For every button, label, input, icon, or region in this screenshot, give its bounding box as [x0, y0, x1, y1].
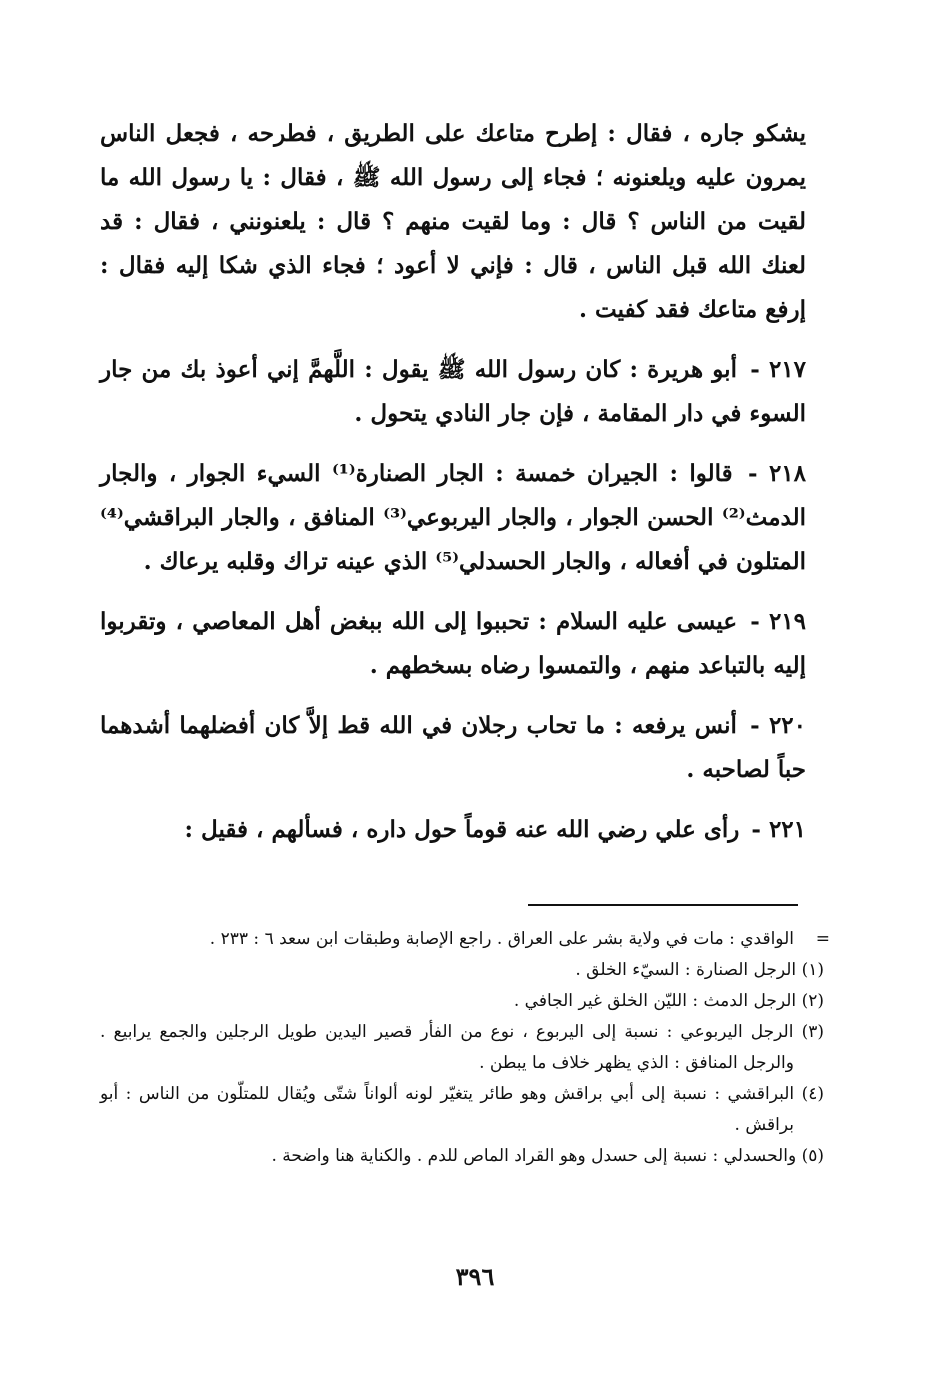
footnotes: [100, 924, 830, 1172]
paragraph-text: يشكو جاره ، فقال : إطرح متاعك على الطريق ، فطرحه ، فجعل الناس يمرون عليه ويلعنونه ؛ فجاء إلى رسول الله ﷺ ، فقال : يا رسول الله ما لقيت من الناس ؟ قال : وما لقيت منهم ؟ قال : يلعنونني ، فقال : قد لعنك الله قبل الناس ، قال : فإني لا أعود ؛ فجاء الذي شكا إليه فقال : إرفع متاعك فقد كفيت .: [100, 120, 806, 323]
footnote-5: [100, 1141, 824, 1172]
footnote-label: (٢): [801, 991, 824, 1011]
footnote-3: [100, 1017, 824, 1079]
paragraph-number: ٢١٩ -: [750, 608, 806, 635]
footnote-divider: [528, 904, 798, 906]
paragraph-218: [100, 452, 806, 584]
footnote-2: [100, 986, 824, 1017]
paragraph-number: ٢١٨ -: [748, 460, 806, 487]
paragraph-text: قالوا : الجيران خمسة : الجار الصنارة⁽¹⁾ السيء الجوار ، والجار الدمث⁽²⁾ الحسن الجوار ، والجار اليربوعي⁽³⁾ المنافق ، والجار البراقشي⁽⁴⁾ المتلون في أفعاله ، والجار الحسدلي⁽⁵⁾ الذي عينه تراك وقلبه يرعاك .: [100, 460, 807, 575]
footnote-label: (٤): [801, 1084, 825, 1104]
paragraph-221: [100, 808, 806, 852]
footnote-text: والحسدلي : نسبة إلى حسدل وهو القراد الماص للدم . والكناية هنا واضحة .: [271, 1146, 797, 1166]
paragraph-text: رأى علي رضي الله عنه قوماً حول داره ، فسألهم ، فقيل :: [184, 816, 740, 843]
footnote-4: [100, 1079, 824, 1141]
paragraph-220: [100, 704, 806, 792]
paragraph-text: عيسى عليه السلام : تحببوا إلى الله ببغض أهل المعاصي ، وتقربوا إليه بالتباعد منهم ، والتمسوا رضاه بسخطهم .: [100, 608, 806, 679]
footnote-text: الواقدي : مات في ولاية بشر على العراق . راجع الإصابة وطبقات ابن سعد ٦ : ٢٣٣ .: [209, 929, 794, 949]
paragraph-number: ٢٢١ -: [751, 816, 806, 843]
paragraph-219: [100, 600, 806, 688]
footnote-label: (١): [801, 960, 824, 980]
footnote-label: (٥): [801, 1146, 824, 1166]
paragraph-text: أنس يرفعه : ما تحاب رجلان في الله قط إلاَّ كان أفضلهما أشدهما حباً لصاحبه .: [100, 712, 806, 783]
paragraph-continuation: [100, 112, 806, 332]
footnote-text: الرجل الصنارة : السيّء الخلق .: [575, 960, 797, 980]
continuation-marker: =: [815, 929, 830, 949]
page-number: ٣٩٦: [455, 1262, 495, 1291]
footnote-text: الرجل الدمث : الليّن الخلق غير الجافي .: [513, 991, 797, 1011]
paragraph-text: أبو هريرة : كان رسول الله ﷺ يقول : اللَّهمَّ إني أعوذ بك من جار السوء في دار المقامة ، فإن جار النادي يتحول .: [100, 356, 806, 427]
footnote-text: البراقشي : نسبة إلى أبي براقش وهو طائر يتغيّر لونه ألواناً شتّى ويُقال للمتلّون من الناس : أبو براقش .: [100, 1084, 795, 1135]
footnote-1: [100, 955, 824, 986]
footnote-label: (٣): [801, 1022, 825, 1042]
paragraph-number: ٢٢٠ -: [750, 712, 806, 739]
main-text: [100, 112, 806, 868]
paragraph-217: [100, 348, 806, 436]
footnote-continuation: [100, 924, 830, 955]
paragraph-number: ٢١٧ -: [750, 356, 806, 383]
footnote-text: الرجل اليربوعي : نسبة إلى اليربوع ، نوع من الفأر قصير اليدين طويل الرجلين والجمع يرابيع . والرجل المنافق : الذي يظهر خلاف ما يبطن .: [100, 1022, 794, 1073]
